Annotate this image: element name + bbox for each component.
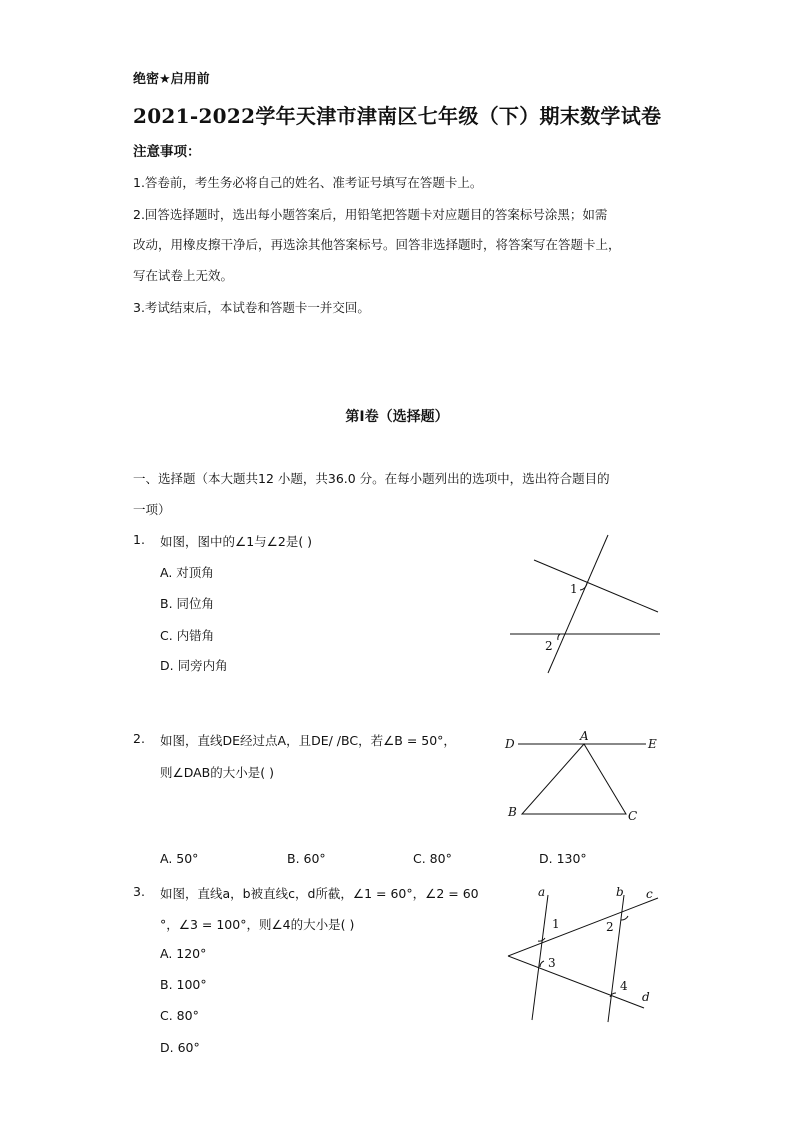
angle-1-label: 1 — [552, 917, 560, 931]
question-3-text-line-1: 如图，直线a，b被直线c，d所截，∠1 = 60°，∠2 = 60 — [160, 886, 479, 901]
question-1-number: 1. — [133, 532, 145, 547]
part-instruction-line-1: 一、选择题（本大题共12 小题，共36.0 分。在每小题列出的选项中，选出符合题目的 — [133, 471, 610, 486]
angle-3-arc — [540, 961, 544, 967]
point-b-label: B — [508, 805, 517, 819]
question-3-option-b: B. 100° — [160, 977, 207, 992]
question-2-figure — [500, 730, 665, 830]
question-2-option-b: B. 60° — [287, 851, 326, 866]
question-2-option-a: A. 50° — [160, 851, 199, 866]
question-2-number: 2. — [133, 731, 145, 746]
note-2-line-3: 写在试卷上无效。 — [133, 268, 234, 283]
question-2-text-line-2: 则∠DAB的大小是( ) — [160, 765, 274, 780]
question-1-option-b: B. 同位角 — [160, 596, 215, 611]
line-b-label: b — [616, 885, 624, 899]
note-2-line-1: 2.回答选择题时，选出每小题答案后，用铅笔把答题卡对应题目的答案标号涂黑；如需 — [133, 207, 608, 222]
question-3-number: 3. — [133, 884, 145, 899]
angle-4-label: 4 — [620, 979, 628, 993]
angle-1-arc — [538, 938, 545, 941]
question-3-text-line-2: °，∠3 = 100°，则∠4的大小是( ) — [160, 917, 355, 932]
note-2-line-2: 改动，用橡皮擦干净后，再选涂其他答案标号。回答非选择题时，将答案写在答题卡上， — [133, 237, 621, 252]
note-3: 3.考试结束后，本试卷和答题卡一并交回。 — [133, 300, 370, 315]
angle-3-label: 3 — [548, 956, 556, 970]
upper-line — [534, 560, 658, 612]
exam-title: 2021-2022学年天津市津南区七年级（下）期末数学试卷 — [133, 104, 662, 128]
question-1-text: 如图，图中的∠1与∠2是( ) — [160, 534, 313, 549]
question-1-option-a: A. 对顶角 — [160, 565, 214, 580]
question-2-text-line-1: 如图，直线DE经过点A，且DE/ /BC，若∠B = 50°， — [160, 733, 456, 748]
angle-2-label: 2 — [606, 920, 614, 934]
angle-2-label: 2 — [545, 639, 553, 653]
question-1-option-d: D. 同旁内角 — [160, 658, 228, 673]
point-c-label: C — [628, 809, 638, 823]
line-c-label: c — [646, 887, 653, 901]
point-e-label: E — [648, 737, 657, 751]
line-a — [532, 895, 548, 1020]
triangle-abc — [522, 744, 626, 814]
line-d-label: d — [642, 990, 650, 1004]
question-1-option-c: C. 内错角 — [160, 628, 215, 643]
question-3-figure — [500, 880, 665, 1030]
confidential-label: 绝密★启用前 — [133, 72, 210, 87]
transversal-line — [548, 535, 608, 673]
angle-1-arc — [580, 583, 587, 590]
notes-heading: 注意事项： — [133, 144, 201, 160]
question-3-option-a: A. 120° — [160, 946, 207, 961]
question-3-option-d: D. 60° — [160, 1040, 200, 1055]
line-a-label: a — [538, 885, 546, 899]
section-title: 第I卷（选择题） — [345, 409, 449, 425]
angle-2-arc — [558, 634, 560, 640]
question-2-option-c: C. 80° — [413, 851, 452, 866]
line-c — [508, 898, 658, 956]
part-instruction-line-2: 一项） — [133, 502, 171, 517]
point-a-label: A — [580, 729, 589, 743]
point-d-label: D — [505, 737, 515, 751]
angle-1-label: 1 — [570, 582, 578, 596]
question-3-option-c: C. 80° — [160, 1008, 199, 1023]
note-1: 1.答卷前，考生务必将自己的姓名、准考证号填写在答题卡上。 — [133, 175, 483, 190]
question-2-option-d: D. 130° — [539, 851, 587, 866]
question-1-figure — [500, 530, 665, 680]
angle-2-arc — [621, 916, 628, 920]
